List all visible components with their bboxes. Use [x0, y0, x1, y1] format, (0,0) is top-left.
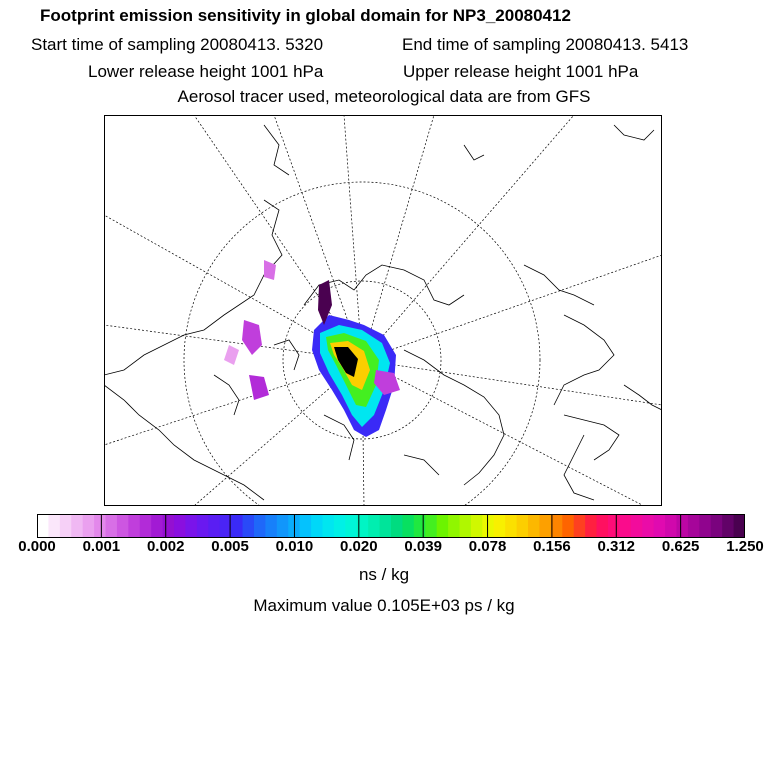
- colorbar-cell: [197, 514, 209, 538]
- colorbar-cell: [448, 514, 460, 538]
- tracer-info: Aerosol tracer used, meteorological data are from GFS: [177, 87, 591, 106]
- colorbar-tick-label: 0.020: [340, 538, 378, 555]
- colorbar-cell: [414, 514, 426, 538]
- colorbar-cell: [71, 514, 83, 538]
- colorbar-cell: [608, 514, 620, 538]
- colorbar-cell: [48, 514, 60, 538]
- colorbar-cell: [380, 514, 392, 538]
- colorbar-cell: [94, 514, 106, 538]
- colorbar-cell: [482, 514, 494, 538]
- colorbar-tick-label: 0.000: [18, 538, 56, 555]
- colorbar-cell: [83, 514, 95, 538]
- colorbar: [37, 514, 745, 538]
- colorbar-units: ns / kg: [358, 565, 410, 584]
- colorbar-cell: [128, 514, 140, 538]
- colorbar-cell: [277, 514, 289, 538]
- colorbar-tick-label: 0.625: [661, 538, 700, 555]
- colorbar-cell: [368, 514, 380, 538]
- colorbar-tick-label: 0.078: [468, 538, 507, 555]
- colorbar-cell: [345, 514, 357, 538]
- colorbar-cell: [699, 514, 711, 538]
- colorbar-cell: [597, 514, 609, 538]
- colorbar-cell: [243, 514, 255, 538]
- polar-map: [104, 115, 662, 506]
- colorbar-cell: [711, 514, 723, 538]
- colorbar-cell: [562, 514, 574, 538]
- colorbar-cell: [528, 514, 540, 538]
- colorbar-tick-label: 0.312: [597, 538, 636, 555]
- colorbar-tick-label: 0.002: [146, 538, 185, 555]
- maximum-value: Maximum value 0.105E+03 ps / kg: [253, 596, 515, 615]
- end-time: End time of sampling 20080413. 5413: [402, 35, 689, 54]
- colorbar-cell: [37, 514, 49, 538]
- colorbar-cell: [334, 514, 346, 538]
- colorbar-cell: [208, 514, 220, 538]
- colorbar-cell: [254, 514, 266, 538]
- colorbar-cell: [425, 514, 437, 538]
- colorbar-tick-label: 0.005: [211, 538, 249, 555]
- start-time: Start time of sampling 20080413. 5320: [31, 35, 324, 54]
- colorbar-cell: [163, 514, 175, 538]
- colorbar-cell: [517, 514, 529, 538]
- colorbar-cell: [574, 514, 586, 538]
- colorbar-cell: [551, 514, 563, 538]
- colorbar-tick-label: 0.039: [404, 538, 442, 555]
- colorbar-cell: [151, 514, 163, 538]
- colorbar-cell: [619, 514, 631, 538]
- colorbar-cell: [265, 514, 277, 538]
- colorbar-tick-label: 0.156: [533, 538, 571, 555]
- colorbar-cell: [391, 514, 403, 538]
- colorbar-cell: [631, 514, 643, 538]
- colorbar-cell: [734, 514, 745, 538]
- colorbar-cell: [231, 514, 243, 538]
- colorbar-cell: [60, 514, 72, 538]
- colorbar-cell: [117, 514, 129, 538]
- colorbar-cell: [322, 514, 334, 538]
- colorbar-cell: [460, 514, 472, 538]
- colorbar-cell: [300, 514, 312, 538]
- colorbar-cell: [140, 514, 152, 538]
- upper-release-height: Upper release height 1001 hPa: [403, 62, 639, 81]
- colorbar-cell: [505, 514, 517, 538]
- colorbar-cell: [311, 514, 323, 538]
- colorbar-cell: [174, 514, 186, 538]
- colorbar-cell: [106, 514, 118, 538]
- colorbar-cell: [654, 514, 666, 538]
- colorbar-cell: [688, 514, 700, 538]
- colorbar-cell: [642, 514, 654, 538]
- colorbar-cell: [722, 514, 734, 538]
- colorbar-cell: [471, 514, 483, 538]
- colorbar-cell: [539, 514, 551, 538]
- colorbar-cell: [676, 514, 688, 538]
- colorbar-cell: [185, 514, 197, 538]
- colorbar-cell: [665, 514, 677, 538]
- colorbar-cell: [402, 514, 414, 538]
- colorbar-cell: [494, 514, 506, 538]
- colorbar-tick-label: 0.001: [82, 538, 121, 555]
- colorbar-cell: [585, 514, 597, 538]
- colorbar-tick-label: 0.010: [275, 538, 314, 555]
- colorbar-tick-label: 1.250: [726, 538, 764, 555]
- lower-release-height: Lower release height 1001 hPa: [88, 62, 324, 81]
- colorbar-cell: [437, 514, 449, 538]
- plot-title: Footprint emission sensitivity in global domain for NP3_20080412: [40, 6, 571, 25]
